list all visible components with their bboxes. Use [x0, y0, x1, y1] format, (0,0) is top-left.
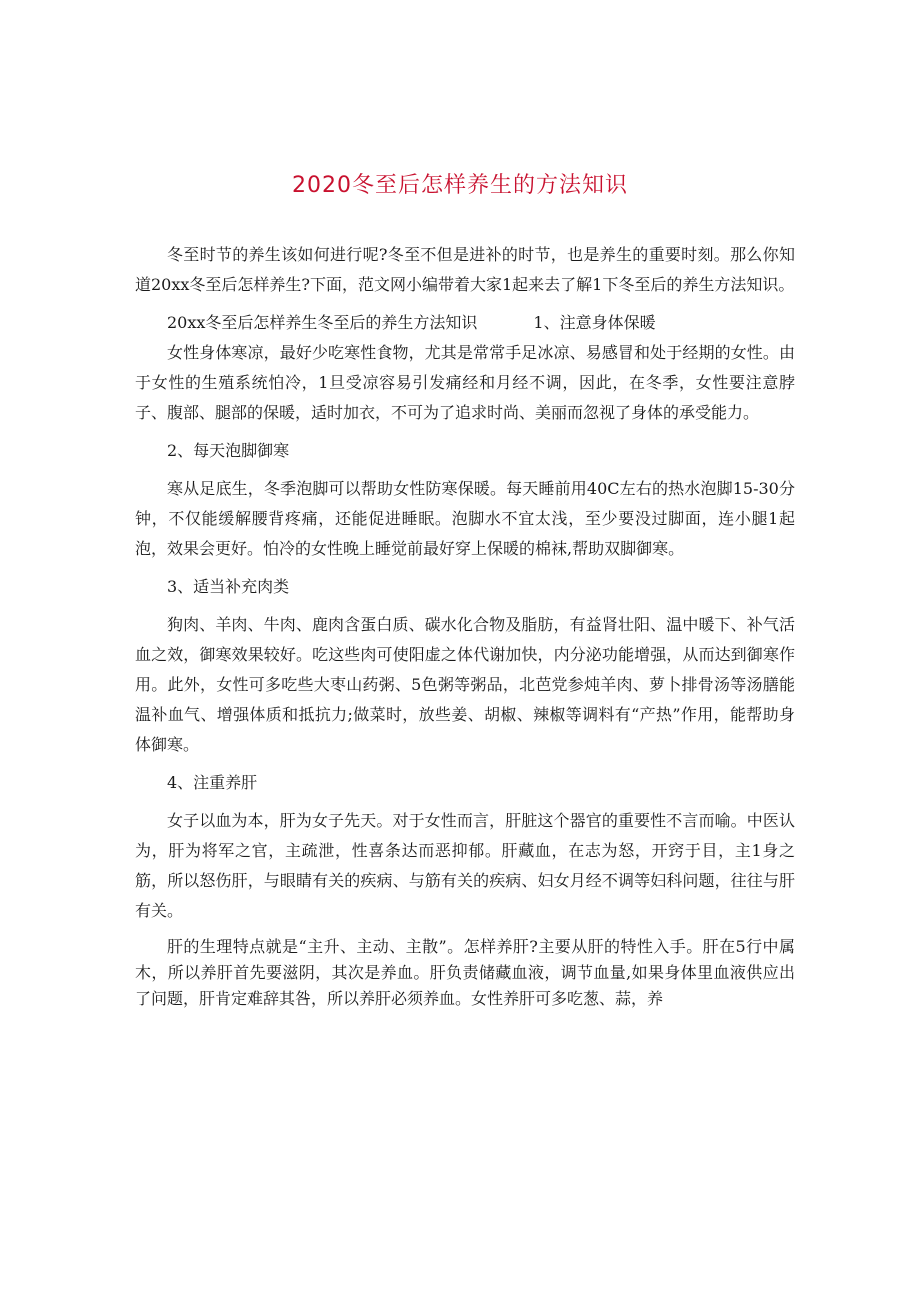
intro-paragraph: 冬至时节的养生该如何进行呢?冬至不但是进补的时节，也是养生的重要时刻。那么你知道20xx冬至后怎样养生?下面，范文网小编带着大家1起来去了解1下冬至后的养生方法知识。 — [135, 245, 795, 294]
document-title: 2020冬至后怎样养生的方法知识 — [292, 173, 628, 198]
subtitle-text: 20xx冬至后怎样养生冬至后的养生方法知识 — [167, 313, 478, 332]
section-2-text: 寒从足底生，冬季泡脚可以帮助女性防寒保暖。每天睡前用40C左右的热水泡脚15-30分钟，不仅能缓解腰背疼痛，还能促进睡眠。泡脚水不宜太浅，至少要没过脚面，连小腿1起泡，效果会更好。怕冷的女性晚上睡觉前最好穿上保暖的棉袜,帮助双脚御寒。 — [135, 479, 795, 558]
section-heading-2: 2、每天泡脚御寒 — [167, 441, 290, 460]
section-heading-1: 1、注意身体保暖 — [533, 313, 656, 332]
section-heading-4: 4、注重养肝 — [167, 773, 258, 792]
closing-paragraph: 肝的生理特点就是“主升、主动、主散”。怎样养肝?主要从肝的特性入手。肝在5行中属木，所以养肝首先要滋阴，其次是养血。肝负责储藏血液，调节血量,如果身体里血液供应出了问题，肝肯定难辞其咎，所以养肝必须养血。女性养肝可多吃葱、蒜，养 — [135, 937, 795, 1008]
section-4-text: 女子以血为本，肝为女子先天。对于女性而言，肝脏这个器官的重要性不言而喻。中医认为，肝为将军之官，主疏泄，性喜条达而恶抑郁。肝藏血，在志为怒，开窍于目，主1身之筋，所以怒伤肝，与眼睛有关的疾病、与筋有关的疾病、妇女月经不调等妇科问题，往往与肝有关。 — [135, 811, 795, 920]
document-body — [135, 240, 795, 1012]
section-heading-3: 3、适当补充肉类 — [167, 577, 290, 596]
subtitle-line — [135, 308, 795, 338]
section-1-text: 女性身体寒凉，最好少吃寒性食物，尤其是常常手足冰凉、易感冒和处于经期的女性。由于女性的生殖系统怕冷，1旦受凉容易引发痛经和月经不调，因此，在冬季，女性要注意脖子、腹部、腿部的保暖，适时加衣，不可为了追求时尚、美丽而忽视了身体的承受能力。 — [135, 343, 795, 422]
section-3-text: 狗肉、羊肉、牛肉、鹿肉含蛋白质、碳水化合物及脂肪，有益肾壮阳、温中暖下、补气活血之效，御寒效果较好。吃这些肉可使阳虚之体代谢加快，内分泌功能增强，从而达到御寒作用。此外，女性可多吃些大枣山药粥、5色粥等粥品，北芭党参炖羊肉、萝卜排骨汤等汤膳能温补血气、增强体质和抵抗力;做菜时，放些姜、胡椒、辣椒等调料有“产热”作用，能帮助身体御寒。 — [135, 615, 795, 754]
